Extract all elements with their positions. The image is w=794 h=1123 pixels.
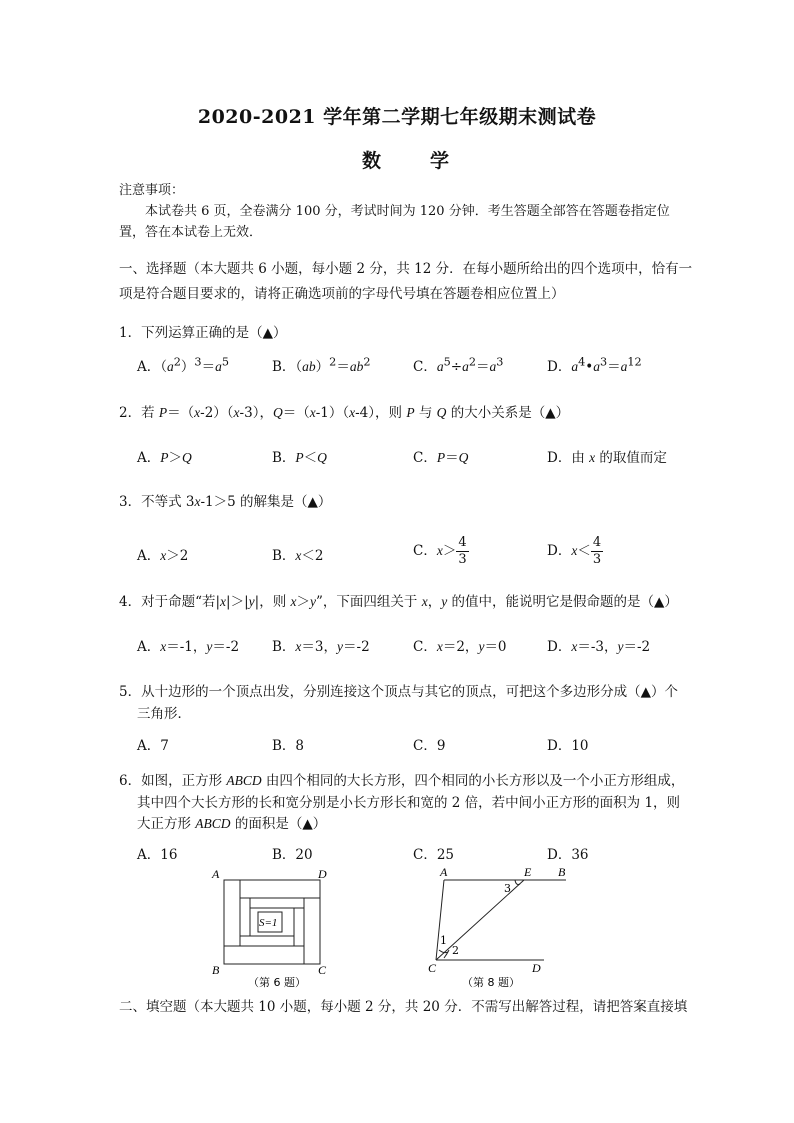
q5-option-b: B．8 bbox=[272, 738, 305, 754]
q2-option-a: A．P＞Q bbox=[137, 450, 192, 466]
fig8-caption: （第 8 题） bbox=[462, 976, 520, 989]
q6-option-c: C．25 bbox=[413, 847, 455, 863]
fig6-label-a: A bbox=[212, 867, 220, 881]
q6-option-d: D．36 bbox=[547, 847, 589, 863]
fig6-label-c: C bbox=[318, 963, 327, 977]
fig8-label-c: C bbox=[428, 961, 437, 975]
exam-title: 2020-2021 学年第二学期七年级期末测试卷 bbox=[197, 106, 597, 128]
section1-line-1: 一、选择题（本大题共 6 小题，每小题 2 分，共 12 分．在每小题所给出的四个选项中，恰有一 bbox=[119, 261, 693, 277]
fig8-label-b: B bbox=[558, 865, 566, 879]
q6-option-b: B．20 bbox=[272, 847, 313, 863]
fig8-label-a: A bbox=[440, 865, 448, 879]
fig8-angle-3: 3 bbox=[504, 882, 511, 895]
section2-heading: 二、填空题（本大题共 10 小题，每小题 2 分，共 20 分．不需写出解答过程，请把答案直接填 bbox=[119, 999, 688, 1015]
fig8-label-d: D bbox=[532, 961, 541, 975]
notice-heading: 注意事项： bbox=[119, 183, 185, 198]
fig6-center-label: S=1 bbox=[259, 917, 278, 929]
q3-option-d: D．x＜ $\frac{4}{3}$ bbox=[547, 535, 602, 567]
question-4-stem: 4．对于命题“若|x|＞|y|，则 x＞y”，下面四组关于 x，y 的值中，能说明它是假命题的是（▲） bbox=[119, 594, 678, 610]
q1-option-b: B．$(ab)^2=ab^2$ bbox=[272, 355, 371, 375]
fig6-caption: （第 6 题） bbox=[248, 976, 306, 989]
figure-6-square-diagram bbox=[210, 866, 340, 990]
question-5-stem-1: 5．从十边形的一个顶点出发，分别连接这个顶点与其它的顶点，可把这个多边形分成（▲）个 bbox=[119, 684, 678, 700]
q2-option-b: B．P＜Q bbox=[272, 450, 327, 466]
q1-option-a: A．$(a^2)^3=a^5$ bbox=[137, 355, 230, 375]
section1-line-2: 项是符合题目要求的，请将正确选项前的字母代号填在答题卷相应位置上） bbox=[119, 286, 565, 302]
q5-option-c: C．9 bbox=[413, 738, 446, 754]
subject-char-1: 数 bbox=[362, 150, 382, 172]
q3-option-a: A．x＞2 bbox=[137, 548, 189, 564]
q5-option-d: D．10 bbox=[547, 738, 589, 754]
fig8-label-e: E bbox=[524, 865, 532, 879]
q1-option-c: C．$a^5\div a^2=a^3$ bbox=[413, 355, 504, 375]
question-6-stem-2: 其中四个大长方形的长和宽分别是小长方形长和宽的 2 倍，若中间小正方形的面积为 1，则 bbox=[137, 795, 681, 811]
q3-option-b: B．x＜2 bbox=[272, 548, 324, 564]
figure-8-parallel-lines-diagram bbox=[420, 862, 580, 990]
q5-option-a: A．7 bbox=[137, 738, 169, 754]
q1-option-d: D．$a^4•a^3=a^{12}$ bbox=[547, 355, 642, 375]
q2-option-c: C．P＝Q bbox=[413, 450, 469, 466]
fig6-label-b: B bbox=[212, 963, 220, 977]
notice-line-1: 本试卷共 6 页，全卷满分 100 分，考试时间为 120 分钟．考生答题全部答在答题卷指定位 bbox=[145, 204, 670, 219]
question-2-stem: 2．若 P＝（x-2）（x-3），Q＝（x-1）（x-4），则 P 与 Q 的大小关系是（▲） bbox=[119, 405, 570, 421]
q4-option-d: D．x＝-3，y＝-2 bbox=[547, 639, 651, 655]
q4-option-b: B．x＝3，y＝-2 bbox=[272, 639, 370, 655]
fig6-label-d: D bbox=[318, 867, 327, 881]
subject-char-2: 学 bbox=[430, 150, 450, 172]
q4-option-a: A．x＝-1，y＝-2 bbox=[137, 639, 240, 655]
q6-option-a: A．16 bbox=[137, 847, 178, 863]
q2-option-d: D．由 x 的取值而定 bbox=[547, 450, 667, 466]
notice-line-2: 置，答在本试卷上无效． bbox=[119, 225, 263, 240]
question-5-stem-2: 三角形． bbox=[137, 706, 191, 722]
q4-option-c: C．x＝2，y＝0 bbox=[413, 639, 507, 655]
fig8-angle-1: 1 bbox=[440, 934, 447, 947]
question-6-stem-3: 大正方形 ABCD 的面积是（▲） bbox=[137, 816, 327, 832]
q3-option-c: C．x＞ $\frac{4}{3}$ bbox=[413, 535, 467, 567]
question-1-stem: 1．下列运算正确的是（▲） bbox=[119, 325, 287, 341]
fig8-angle-2: 2 bbox=[452, 944, 459, 957]
question-6-stem-1: 6．如图，正方形 ABCD 由四个相同的大长方形，四个相同的小长方形以及一个小正方形组成， bbox=[119, 773, 685, 789]
question-3-stem: 3．不等式 3x-1＞5 的解集是（▲） bbox=[119, 494, 332, 510]
